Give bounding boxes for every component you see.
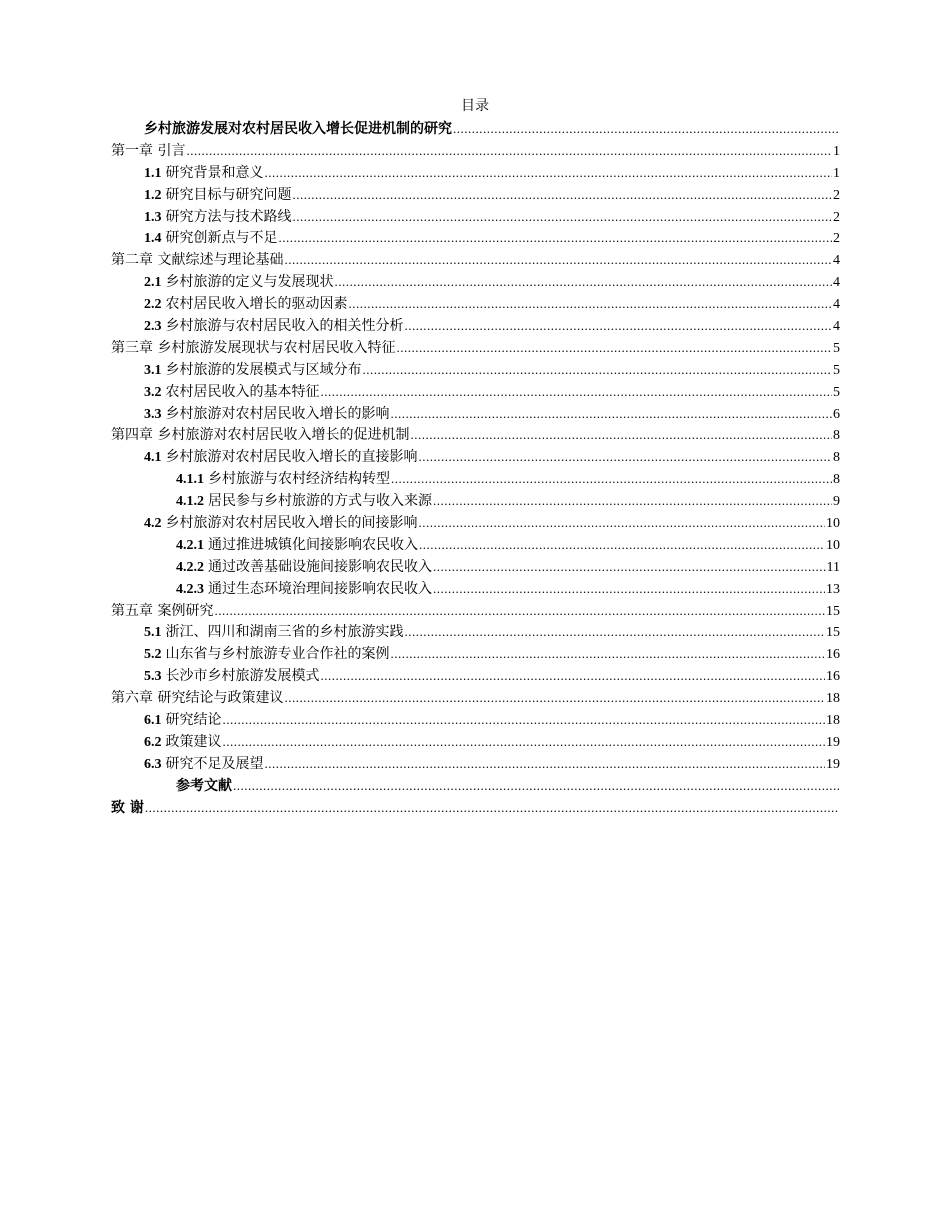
toc-entry[interactable]	[111, 797, 840, 819]
toc-entry-number: 6.3	[144, 756, 162, 772]
toc-entry-page: 2	[833, 187, 840, 203]
toc-entry-text: 乡村旅游与农村经济结构转型	[208, 471, 390, 488]
toc-entry[interactable]	[111, 578, 840, 600]
toc-entry-page: 9	[833, 494, 840, 510]
toc-entry-page: 4	[833, 297, 840, 313]
toc-entry[interactable]	[111, 293, 840, 315]
toc-dot-leader	[433, 578, 825, 600]
toc-dot-leader	[391, 403, 833, 425]
toc-entry[interactable]	[111, 140, 840, 162]
toc-entry[interactable]	[111, 621, 840, 643]
toc-entry-text: 研究结论	[165, 712, 222, 729]
toc-dot-leader	[284, 687, 825, 709]
toc-dot-leader	[186, 140, 832, 162]
toc-entry-number: 4.2.1	[176, 537, 204, 553]
toc-entry-number: 5.3	[144, 669, 162, 685]
toc-entry-number: 5.2	[144, 647, 162, 663]
toc-entry-page: 16	[826, 669, 840, 685]
toc-dot-leader	[405, 315, 833, 337]
toc-entry-number: 3.2	[144, 384, 162, 400]
toc-entry-text: 浙江、四川和湖南三省的乡村旅游实践	[165, 624, 404, 641]
toc-entry-number: 1.4	[144, 231, 162, 247]
toc-entry-text: 第五章 案例研究	[111, 602, 214, 619]
toc-entry[interactable]	[111, 556, 840, 578]
toc-entry-text: 居民参与乡村旅游的方式与收入来源	[208, 493, 432, 510]
toc-dot-leader	[410, 424, 832, 446]
toc-entry-text: 第三章 乡村旅游发展现状与农村居民收入特征	[111, 339, 396, 356]
toc-entry-page: 1	[833, 143, 840, 159]
toc-entry-page: 1	[833, 165, 840, 181]
toc-entry-text: 乡村旅游对农村居民收入增长的直接影响	[165, 449, 418, 466]
toc-entry-number: 1.3	[144, 209, 162, 225]
toc-entry[interactable]	[111, 162, 840, 184]
toc-entry-page: 18	[826, 691, 840, 707]
toc-entry-number: 2.1	[144, 275, 162, 291]
toc-dot-leader	[391, 643, 826, 665]
toc-entry-page: 10	[826, 537, 840, 553]
toc-dot-leader	[284, 249, 832, 271]
toc-entry-number: 4.2	[144, 516, 162, 532]
toc-entry[interactable]	[111, 665, 840, 687]
toc-entry-text: 乡村旅游的发展模式与区域分布	[165, 361, 362, 378]
toc-entry[interactable]	[111, 468, 840, 490]
toc-entry-page: 4	[833, 319, 840, 335]
toc-entry[interactable]	[111, 534, 840, 556]
toc-entry-number: 4.1	[144, 450, 162, 466]
toc-entry-page: 2	[833, 231, 840, 247]
toc-dot-leader	[265, 753, 826, 775]
toc-entry-number: 4.1.2	[176, 494, 204, 510]
toc-dot-leader	[223, 731, 826, 753]
toc-entry-page: 5	[833, 340, 840, 356]
toc-entry[interactable]	[111, 118, 840, 140]
toc-entry-text: 农村居民收入的基本特征	[165, 383, 320, 400]
toc-entry-page: 8	[833, 472, 840, 488]
toc-dot-leader	[335, 271, 833, 293]
toc-entry-number: 1.2	[144, 187, 162, 203]
toc-dot-leader	[233, 775, 839, 797]
toc-entry-text: 乡村旅游对农村居民收入增长的间接影响	[165, 515, 418, 532]
toc-entry-number: 3.1	[144, 362, 162, 378]
toc-entry[interactable]	[111, 227, 840, 249]
toc-entry-text: 山东省与乡村旅游专业合作社的案例	[165, 646, 390, 663]
toc-entry-page: 18	[826, 713, 840, 729]
toc-entry[interactable]	[111, 403, 840, 425]
toc-entry[interactable]	[111, 775, 840, 797]
toc-entry-page: 10	[826, 516, 840, 532]
toc-entry[interactable]	[111, 424, 840, 446]
toc-entry[interactable]	[111, 643, 840, 665]
toc-entry-text: 通过生态环境治理间接影响农民收入	[208, 580, 432, 597]
toc-entry-number: 4.1.1	[176, 472, 204, 488]
toc-entry-page: 15	[826, 625, 840, 641]
toc-dot-leader	[391, 468, 832, 490]
toc-entry-text: 乡村旅游发展对农村居民收入增长促进机制的研究	[144, 121, 452, 137]
toc-entry-number: 1.1	[144, 165, 162, 181]
toc-entry[interactable]	[111, 337, 840, 359]
toc-entry-text: 研究方法与技术路线	[165, 208, 292, 225]
toc-entry-page: 16	[826, 647, 840, 663]
toc-entry-text: 乡村旅游对农村居民收入增长的影响	[165, 405, 390, 422]
toc-entry-number: 2.3	[144, 319, 162, 335]
toc-entry-text: 乡村旅游的定义与发展现状	[165, 274, 334, 291]
toc-entry-page: 6	[833, 406, 840, 422]
toc-entry-page: 4	[833, 253, 840, 269]
toc-entry-text: 第六章 研究结论与政策建议	[111, 690, 284, 707]
toc-entry-page: 5	[833, 362, 840, 378]
toc-dot-leader	[321, 381, 833, 403]
toc-entry-number: 6.1	[144, 713, 162, 729]
toc-entry-text: 第一章 引言	[111, 142, 186, 159]
toc-entry-text: 第四章 乡村旅游对农村居民收入增长的促进机制	[111, 427, 410, 444]
toc-entry-text: 第二章 文献综述与理论基础	[111, 252, 284, 269]
toc-entry-page: 13	[826, 581, 840, 597]
toc-entry-number: 6.2	[144, 734, 162, 750]
toc-entry[interactable]	[111, 600, 840, 622]
toc-entry-page: 8	[833, 450, 840, 466]
toc-entry[interactable]	[111, 315, 840, 337]
toc-entry[interactable]	[111, 446, 840, 468]
toc-entry-number: 5.1	[144, 625, 162, 641]
toc-entry-text: 农村居民收入增长的驱动因素	[165, 296, 348, 313]
toc-title: 目录	[461, 98, 489, 114]
toc-dot-leader	[293, 184, 833, 206]
toc-entry-text: 长沙市乡村旅游发展模式	[165, 668, 320, 685]
toc-dot-leader	[279, 227, 833, 249]
toc-entry[interactable]	[111, 206, 840, 228]
toc-entry-page: 11	[826, 559, 840, 575]
toc-entry-page: 19	[826, 734, 840, 750]
toc-entry-number: 4.2.3	[176, 581, 204, 597]
toc-entry-text: 乡村旅游与农村居民收入的相关性分析	[165, 318, 404, 335]
toc-entry[interactable]	[111, 184, 840, 206]
toc-dot-leader	[433, 556, 826, 578]
toc-entry[interactable]	[111, 512, 840, 534]
toc-entry[interactable]	[111, 249, 840, 271]
toc-dot-leader	[349, 293, 833, 315]
toc-dot-leader	[145, 797, 839, 819]
toc-entry-text: 研究目标与研究问题	[165, 186, 292, 203]
toc-entry[interactable]	[111, 709, 840, 731]
toc-entry[interactable]	[111, 381, 840, 403]
toc-entry-number: 2.2	[144, 297, 162, 313]
toc-entry-page: 4	[833, 275, 840, 291]
toc-dot-leader	[419, 446, 833, 468]
toc-entry-page: 5	[833, 384, 840, 400]
toc-entry-number: 4.2.2	[176, 559, 204, 575]
toc-entry-number: 3.3	[144, 406, 162, 422]
toc-dot-leader	[214, 600, 825, 622]
toc-entry-text: 政策建议	[165, 733, 222, 750]
toc-entry[interactable]	[111, 490, 840, 512]
toc-dot-leader	[405, 621, 826, 643]
toc-entry-text: 研究不足及展望	[165, 755, 264, 772]
toc-dot-leader	[433, 490, 832, 512]
toc-list	[111, 118, 840, 819]
toc-entry[interactable]	[111, 731, 840, 753]
toc-dot-leader	[419, 512, 826, 534]
toc-dot-leader	[293, 206, 833, 228]
toc-entry-text: 通过推进城镇化间接影响农民收入	[208, 536, 418, 553]
toc-dot-leader	[265, 162, 833, 184]
toc-entry-text: 研究背景和意义	[165, 164, 264, 181]
toc-dot-leader	[396, 337, 832, 359]
toc-entry[interactable]	[111, 271, 840, 293]
toc-entry-page: 2	[833, 209, 840, 225]
toc-entry[interactable]	[111, 687, 840, 709]
toc-dot-leader	[363, 359, 833, 381]
toc-dot-leader	[321, 665, 826, 687]
toc-dot-leader	[223, 709, 826, 731]
toc-entry-text: 参考文献	[176, 777, 232, 794]
toc-entry-page: 19	[826, 756, 840, 772]
toc-entry-text: 通过改善基础设施间接影响农民收入	[208, 558, 432, 575]
toc-entry-text: 致 谢	[111, 799, 144, 816]
toc-entry-text: 研究创新点与不足	[165, 230, 278, 247]
toc-entry[interactable]	[111, 753, 840, 775]
toc-dot-leader	[453, 118, 839, 140]
toc-entry[interactable]	[111, 359, 840, 381]
toc-entry-page: 15	[826, 603, 840, 619]
toc-entry-page: 8	[833, 428, 840, 444]
toc-dot-leader	[419, 534, 825, 556]
